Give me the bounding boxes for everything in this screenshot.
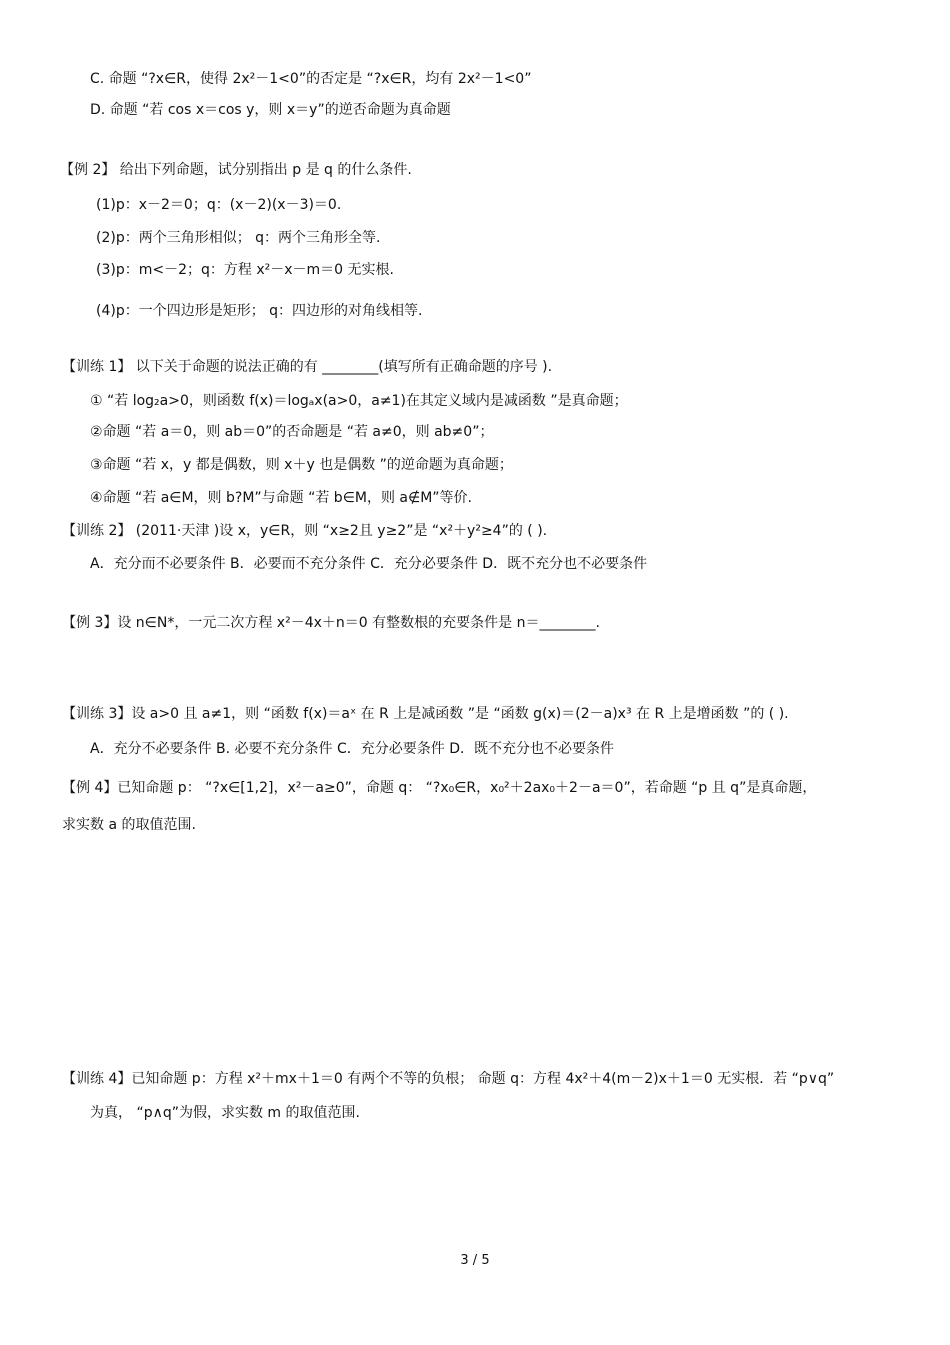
example-4-continuation: 求实数 a 的取值范围. [62, 817, 196, 833]
training-1-item-1: ① “若 log₂a>0，则函数 f(x)＝logₐx(a>0，a≠1)在其定义域内是减函数 ”是真命题； [90, 393, 628, 409]
training-2-options: A．充分而不必要条件 B．必要而不充分条件 C．充分必要条件 D．既不充分也不必要条件 [90, 556, 648, 572]
example-2-item-1: (1)p：x－2＝0；q：(x－2)(x－3)＝0. [96, 197, 342, 213]
page-number: 3 / 5 [460, 1253, 490, 1268]
example-2-item-4: (4)p：一个四边形是矩形； q：四边形的对角线相等. [96, 303, 423, 319]
training-3-options: A．充分不必要条件 B. 必要不充分条件 C．充分必要条件 D．既不充分也不必要条件 [90, 741, 614, 757]
training-1-heading: 【训练 1】 以下关于命题的说法正确的有 ________(填写所有正确命题的序号 ). [62, 359, 553, 375]
training-1-item-2: ②命题 “若 a＝0，则 ab＝0”的否命题是 “若 a≠0，则 ab≠0”； [90, 424, 494, 440]
option-c: C. 命题 “?x∈R，使得 2x²－1<0”的否定是 “?x∈R，均有 2x²－1<0” [90, 71, 532, 87]
training-3-heading: 【训练 3】设 a>0 且 a≠1，则 “函数 f(x)＝aˣ 在 R 上是减函数 ”是 “函数 g(x)＝(2－a)x³ 在 R 上是增函数 ”的 ( ). [62, 706, 789, 722]
option-d: D. 命题 “若 cos x＝cos y，则 x＝y”的逆否命题为真命题 [90, 102, 451, 118]
example-4-heading: 【例 4】已知命题 p： “?x∈[1,2]，x²－a≥0”，命题 q： “?x₀∈R，x₀²＋2ax₀＋2－a＝0”，若命题 “p 且 q”是真命题， [62, 780, 817, 796]
training-1-item-4: ④命题 “若 a∈M，则 b?M”与命题 “若 b∈M，则 a∉M”等价. [90, 490, 472, 506]
training-1-item-3: ③命题 “若 x，y 都是偶数，则 x＋y 也是偶数 ”的逆命题为真命题； [90, 457, 513, 473]
example-2-heading: 【例 2】 给出下列命题，试分别指出 p 是 q 的什么条件. [60, 162, 412, 178]
training-4-heading: 【训练 4】已知命题 p：方程 x²＋mx＋1＝0 有两个不等的负根； 命题 q：方程 4x²＋4(m－2)x＋1＝0 无实根．若 “p∨q” [62, 1071, 835, 1087]
training-2-heading: 【训练 2】 (2011·天津 )设 x，y∈R，则 “x≥2且 y≥2”是 “x²＋y²≥4”的 ( ). [62, 523, 548, 539]
example-2-item-2: (2)p：两个三角形相似； q：两个三角形全等. [96, 230, 381, 246]
training-4-continuation: 为真， “p∧q”为假，求实数 m 的取值范围. [90, 1105, 360, 1121]
example-3-heading: 【例 3】设 n∈N*，一元二次方程 x²－4x＋n＝0 有整数根的充要条件是 n＝________. [62, 615, 600, 631]
example-2-item-3: (3)p：m<－2；q：方程 x²－x－m＝0 无实根. [96, 262, 394, 278]
